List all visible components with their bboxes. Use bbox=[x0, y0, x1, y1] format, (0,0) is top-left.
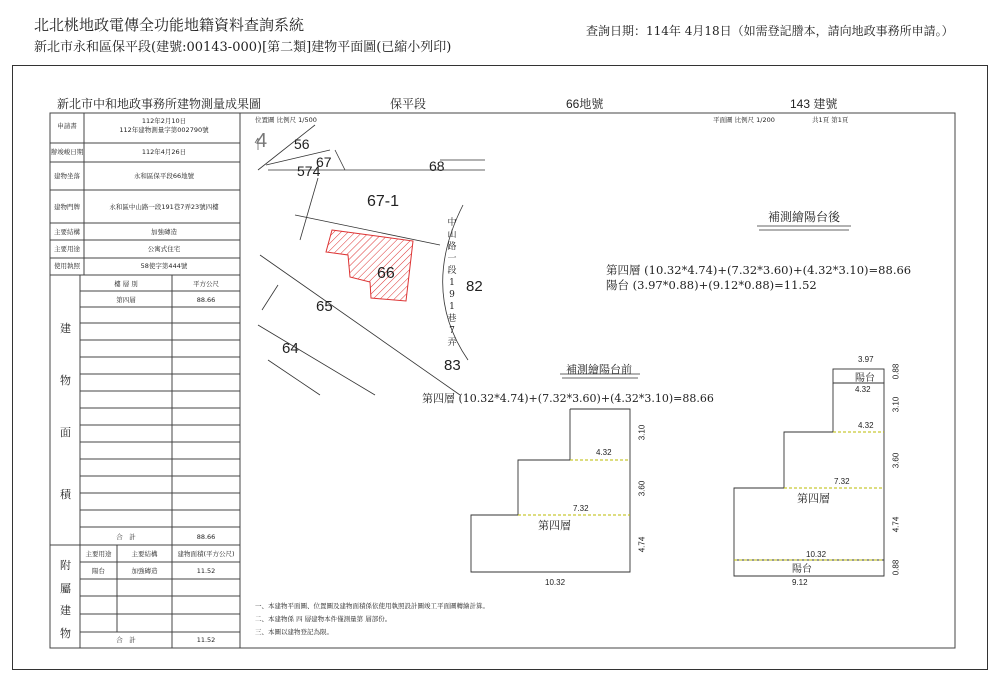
annex-side-char: 物 bbox=[60, 627, 71, 640]
annex-row-area: 11.52 bbox=[196, 567, 216, 575]
annex-col-use: 主要用途 bbox=[85, 550, 112, 558]
after-floor-label: 第四層 bbox=[797, 492, 830, 505]
before-formula: 第四層 (10.32*4.74)+(7.32*3.60)+(4.32*3.10)=88.66 bbox=[422, 392, 714, 405]
after-dim: 0.88 bbox=[891, 559, 901, 576]
info-value-permit: 58使字第444號 bbox=[140, 262, 188, 270]
annex-total-value: 11.52 bbox=[196, 636, 216, 644]
area-col-sqm: 平方公尺 bbox=[193, 280, 219, 288]
after-formula-floor: 第四層 (10.32*4.74)+(7.32*3.60)+(4.32*3.10)=88.66 bbox=[606, 263, 912, 277]
after-balcony-label: 陽台 bbox=[792, 564, 812, 575]
lot-label: 56 bbox=[294, 136, 310, 152]
section-name: 保平段 bbox=[390, 97, 427, 111]
area-total-value: 88.66 bbox=[196, 533, 216, 541]
scale-plan: 平面圖 比例尺 1/200 bbox=[713, 116, 775, 124]
after-formula-balcony: 陽台 (3.97*0.88)+(9.12*0.88)=11.52 bbox=[606, 278, 817, 292]
lot-label: 65 bbox=[316, 298, 333, 315]
after-dim: 4.74 bbox=[891, 516, 901, 533]
area-side-char: 面 bbox=[60, 426, 71, 439]
lot-label: 83 bbox=[444, 357, 461, 374]
annex-side-char: 建 bbox=[60, 604, 71, 617]
info-value-application-date: 112年2月10日 bbox=[141, 117, 187, 125]
lot-label: 64 bbox=[282, 340, 299, 357]
office-title: 新北市中和地政事務所建物測量成果圖 bbox=[57, 97, 262, 111]
page-count: 共1頁 第1頁 bbox=[812, 116, 849, 124]
before-dim: 3.10 bbox=[637, 424, 647, 441]
document-subtitle: 新北市永和區保平段(建號:00143-000)[第二類]建物平面圖(已縮小列印) bbox=[34, 40, 452, 55]
annex-total-label: 合 計 bbox=[116, 636, 136, 644]
lot-label-target: 66 bbox=[377, 265, 395, 282]
after-dim: 4.32 bbox=[855, 385, 871, 394]
lot-label: 574 bbox=[297, 163, 321, 179]
info-label-permit: 使用執照 bbox=[54, 262, 80, 270]
info-value-application-no: 112年建物測量字第002790號 bbox=[119, 126, 209, 134]
after-dim: 0.88 bbox=[891, 363, 901, 380]
lot-label: 68 bbox=[429, 158, 445, 174]
annex-row-use: 陽台 bbox=[92, 567, 105, 575]
after-balcony-label: 陽台 bbox=[855, 373, 875, 384]
info-label-application: 申請書 bbox=[57, 122, 77, 130]
before-dim: 10.32 bbox=[545, 578, 566, 587]
annex-side-char: 附 bbox=[60, 559, 71, 572]
road-name: 中 山 路 一 段 1 9 1 巷 7 弄 bbox=[447, 218, 457, 348]
after-dim: 9.12 bbox=[792, 578, 808, 587]
after-dim: 3.60 bbox=[891, 452, 901, 469]
before-floor-label: 第四層 bbox=[538, 519, 571, 532]
area-row-floor: 第四層 bbox=[116, 296, 136, 304]
area-side-char: 物 bbox=[60, 374, 71, 387]
info-value-structure: 加強磚造 bbox=[151, 228, 177, 236]
scale-site: 位置圖 比例尺 1/500 bbox=[255, 116, 317, 124]
lot-number: 66地號 bbox=[566, 97, 604, 111]
system-title: 北北桃地政電傳全功能地籍資料查詢系統 bbox=[34, 16, 305, 34]
info-value-complete-date: 112年4月26日 bbox=[141, 148, 187, 156]
compass-icon: 4 bbox=[256, 130, 268, 152]
after-title: 補測繪陽台後 bbox=[768, 210, 841, 224]
area-side-char: 積 bbox=[60, 488, 71, 501]
area-side-char: 建 bbox=[60, 322, 71, 335]
building-number: 143 建號 bbox=[790, 97, 838, 111]
info-label-address: 建物門牌 bbox=[54, 203, 80, 211]
annex-col-area: 建物面積(平方公尺) bbox=[177, 550, 235, 558]
annex-col-struct: 主要結構 bbox=[131, 550, 158, 558]
after-dim: 3.97 bbox=[858, 355, 874, 364]
before-dim: 7.32 bbox=[573, 504, 589, 513]
annex-side-char: 屬 bbox=[60, 582, 71, 595]
before-title: 補測繪陽台前 bbox=[566, 363, 632, 376]
note-line: 三、本圖以建物登記為限。 bbox=[255, 628, 333, 636]
note-line: 二、本建物係 四 層建物本件僅測量第 層部份。 bbox=[255, 615, 392, 623]
info-label-structure: 主要結構 bbox=[54, 228, 80, 236]
after-dim: 4.32 bbox=[858, 421, 874, 430]
info-label-complete-date: 辦竣峻日期 bbox=[50, 148, 84, 156]
note-line: 一、本建物平面圖、位置圖及建物面積係依使用執照設計圖竣工平面圖轉繪計算。 bbox=[255, 602, 489, 610]
before-dim: 3.60 bbox=[637, 480, 647, 497]
after-dim: 3.10 bbox=[891, 396, 901, 413]
info-label-location: 建物坐落 bbox=[54, 172, 80, 180]
after-dim: 10.32 bbox=[806, 550, 827, 559]
after-dim: 7.32 bbox=[834, 477, 850, 486]
info-label-use: 主要用途 bbox=[54, 245, 80, 253]
lot-label: 82 bbox=[466, 278, 483, 295]
info-value-use: 公寓式住宅 bbox=[147, 245, 181, 253]
area-col-floor: 樓 層 別 bbox=[114, 280, 138, 288]
lot-label: 67 bbox=[316, 154, 332, 170]
area-row-value: 88.66 bbox=[196, 296, 216, 304]
annex-row-struct: 加強磚造 bbox=[131, 567, 158, 575]
info-value-location: 永和區保平段66地號 bbox=[133, 172, 195, 180]
info-value-address: 永和區中山路一段191巷7弄23號四樓 bbox=[109, 203, 219, 211]
lot-label: 67-1 bbox=[367, 193, 400, 210]
before-dim: 4.74 bbox=[637, 536, 647, 553]
before-dim: 4.32 bbox=[596, 448, 612, 457]
area-total-label: 合 計 bbox=[116, 533, 136, 541]
query-date: 查詢日期：114年 4月18日（如需登記謄本，請向地政事務所申請。） bbox=[586, 24, 954, 38]
